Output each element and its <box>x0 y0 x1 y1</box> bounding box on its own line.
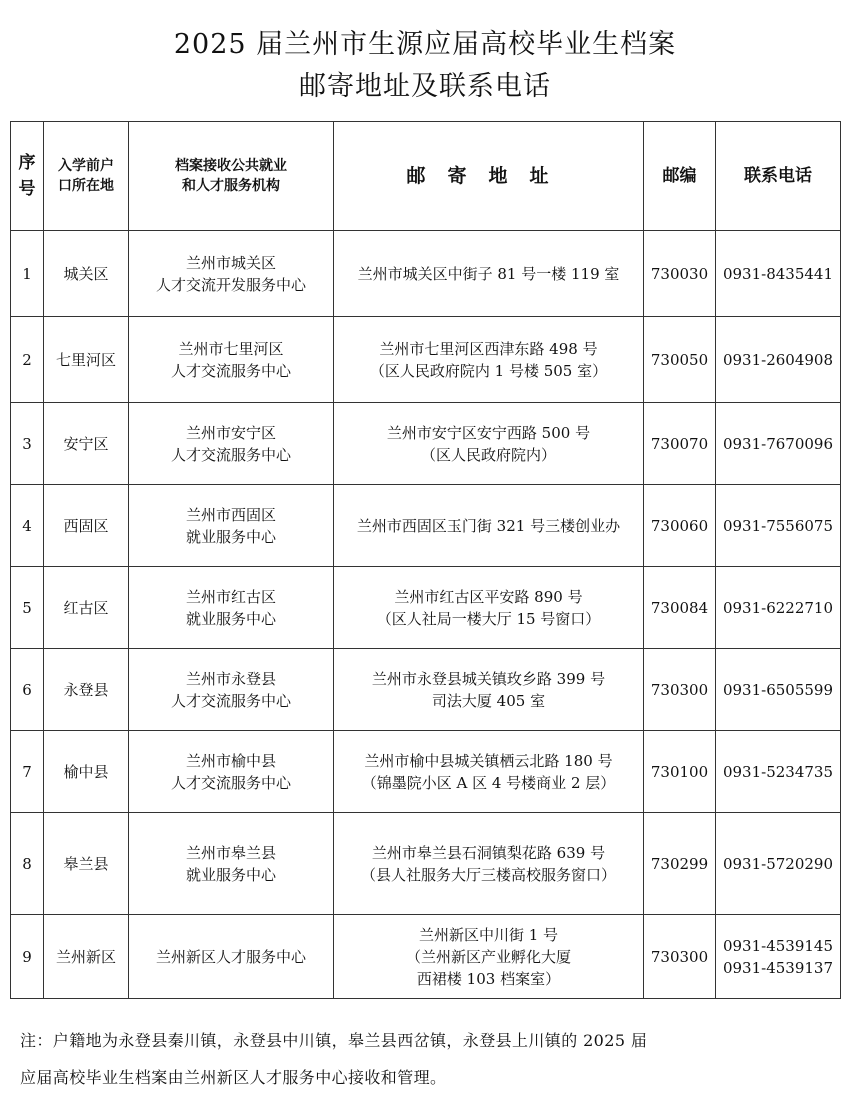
cell-phone-line: 0931-6505599 <box>722 680 834 699</box>
cell-org <box>129 813 334 915</box>
cell-address-line: 兰州市榆中县城关镇栖云北路 180 号 <box>364 751 613 770</box>
cell-address-line: （锦墨院小区 A 区 4 号楼商业 2 层） <box>361 773 616 792</box>
cell-org <box>129 915 334 999</box>
cell-phone-line: 0931-6222710 <box>722 598 834 617</box>
table-row <box>11 915 841 999</box>
cell-address <box>334 231 644 317</box>
cell-org <box>129 317 334 403</box>
cell-zip: 730070 <box>644 403 716 485</box>
cell-phone-line: 0931-8435441 <box>722 264 834 283</box>
cell-seq: 1 <box>11 231 44 317</box>
cell-address-line: （区人社局一楼大厅 15 号窗口） <box>376 609 601 628</box>
cell-phone <box>716 317 841 403</box>
cell-org-line: 人才交流开发服务中心 <box>155 275 306 294</box>
cell-phone-line: 0931-7556075 <box>722 516 834 535</box>
footnote-line2: 应届高校毕业生档案由兰州新区人才服务中心接收和管理。 <box>20 1068 447 1087</box>
header-region: 入学前户 口所在地 <box>44 122 129 231</box>
cell-address-line: 兰州市红古区平安路 890 号 <box>394 587 583 606</box>
cell-org-line: 兰州新区人才服务中心 <box>155 947 306 966</box>
cell-phone <box>716 649 841 731</box>
cell-org-line: 兰州市永登县 <box>185 669 276 688</box>
cell-region: 永登县 <box>44 649 129 731</box>
table-body <box>11 231 841 999</box>
cell-org-line: 兰州市安宁区 <box>185 423 276 442</box>
cell-address-line: 兰州市城关区中街子 81 号一楼 119 室 <box>357 264 620 283</box>
cell-org <box>129 567 334 649</box>
cell-region: 皋兰县 <box>44 813 129 915</box>
cell-zip: 730300 <box>644 649 716 731</box>
cell-seq: 5 <box>11 567 44 649</box>
cell-address <box>334 915 644 999</box>
cell-seq: 8 <box>11 813 44 915</box>
cell-phone-line: 0931-4539145 <box>722 936 834 955</box>
cell-address <box>334 649 644 731</box>
cell-org-line: 就业服务中心 <box>185 865 276 884</box>
cell-address <box>334 731 644 813</box>
table-header-row <box>11 122 841 231</box>
cell-seq: 2 <box>11 317 44 403</box>
cell-address-line: 兰州市七里河区西津东路 498 号 <box>379 339 598 358</box>
cell-address-line: 兰州市西固区玉门街 321 号三楼创业办 <box>356 516 621 535</box>
cell-zip: 730060 <box>644 485 716 567</box>
cell-address-line: （区人民政府院内） <box>420 445 556 464</box>
header-address: 邮寄地址 <box>334 122 644 231</box>
cell-phone <box>716 567 841 649</box>
cell-address <box>334 813 644 915</box>
cell-org-line: 人才交流服务中心 <box>170 773 291 792</box>
cell-zip: 730300 <box>644 915 716 999</box>
cell-org-line: 兰州市西固区 <box>185 505 276 524</box>
cell-org-line: 人才交流服务中心 <box>170 445 291 464</box>
archive-address-table <box>10 121 841 999</box>
cell-seq: 9 <box>11 915 44 999</box>
cell-org <box>129 649 334 731</box>
table-row <box>11 485 841 567</box>
cell-org-line: 人才交流服务中心 <box>170 691 291 710</box>
cell-org-line: 兰州市红古区 <box>185 587 276 606</box>
header-phone: 联系电话 <box>716 122 841 231</box>
cell-phone <box>716 915 841 999</box>
cell-address-line: 兰州新区中川街 1 号 <box>418 925 559 944</box>
cell-phone <box>716 485 841 567</box>
cell-region: 兰州新区 <box>44 915 129 999</box>
table-row <box>11 567 841 649</box>
cell-address-line: 兰州市永登县城关镇玫乡路 399 号 <box>371 669 606 688</box>
cell-zip: 730050 <box>644 317 716 403</box>
table-row <box>11 649 841 731</box>
cell-zip: 730100 <box>644 731 716 813</box>
cell-region: 安宁区 <box>44 403 129 485</box>
cell-address <box>334 317 644 403</box>
cell-phone-line: 0931-5720290 <box>722 854 834 873</box>
cell-org <box>129 485 334 567</box>
cell-org-line: 就业服务中心 <box>185 609 276 628</box>
cell-region: 七里河区 <box>44 317 129 403</box>
cell-seq: 6 <box>11 649 44 731</box>
cell-seq: 4 <box>11 485 44 567</box>
table-row <box>11 231 841 317</box>
cell-zip: 730030 <box>644 231 716 317</box>
cell-phone <box>716 813 841 915</box>
cell-org <box>129 231 334 317</box>
cell-region: 西固区 <box>44 485 129 567</box>
cell-region: 城关区 <box>44 231 129 317</box>
cell-address-line: （兰州新区产业孵化大厦 <box>405 947 571 966</box>
cell-address-line: （区人民政府院内 1 号楼 505 室） <box>369 361 608 380</box>
cell-phone-line: 0931-2604908 <box>722 350 834 369</box>
table-row <box>11 317 841 403</box>
cell-address <box>334 403 644 485</box>
table-row <box>11 403 841 485</box>
cell-org-line: 就业服务中心 <box>185 527 276 546</box>
cell-org-line: 兰州市城关区 <box>185 253 276 272</box>
cell-org-line: 兰州市皋兰县 <box>185 843 276 862</box>
cell-address-line: 西裙楼 103 档案室） <box>416 969 561 988</box>
cell-address-line: 兰州市安宁区安宁西路 500 号 <box>386 423 591 442</box>
cell-org-line: 兰州市榆中县 <box>185 751 276 770</box>
cell-region: 榆中县 <box>44 731 129 813</box>
cell-address <box>334 567 644 649</box>
cell-org-line: 兰州市七里河区 <box>178 339 284 358</box>
cell-phone <box>716 231 841 317</box>
cell-zip: 730084 <box>644 567 716 649</box>
cell-address <box>334 485 644 567</box>
table-row <box>11 731 841 813</box>
header-zip: 邮编 <box>644 122 716 231</box>
cell-seq: 3 <box>11 403 44 485</box>
cell-seq: 7 <box>11 731 44 813</box>
cell-phone-line: 0931-7670096 <box>722 434 834 453</box>
cell-phone <box>716 731 841 813</box>
cell-address-line: 兰州市皋兰县石洞镇梨花路 639 号 <box>371 843 606 862</box>
footnote-line1: 注：户籍地为永登县秦川镇，永登县中川镇，皋兰县西岔镇，永登县上川镇的 2025 届 <box>20 1031 648 1050</box>
cell-phone-line: 0931-5234735 <box>722 762 834 781</box>
table-row <box>11 813 841 915</box>
cell-region: 红古区 <box>44 567 129 649</box>
document-title-line1: 2025 届兰州市生源应届高校毕业生档案 <box>173 29 677 60</box>
cell-org <box>129 731 334 813</box>
cell-address-line: （县人社服务大厅三楼高校服务窗口） <box>360 865 616 884</box>
cell-address-line: 司法大厦 405 室 <box>431 691 546 710</box>
cell-org-line: 人才交流服务中心 <box>170 361 291 380</box>
cell-phone-line: 0931-4539137 <box>722 958 834 977</box>
document-title-line2: 邮寄地址及联系电话 <box>299 71 551 102</box>
cell-phone <box>716 403 841 485</box>
cell-zip: 730299 <box>644 813 716 915</box>
header-seq: 序 号 <box>11 122 44 231</box>
cell-org <box>129 403 334 485</box>
header-org: 档案接收公共就业 和人才服务机构 <box>129 122 334 231</box>
